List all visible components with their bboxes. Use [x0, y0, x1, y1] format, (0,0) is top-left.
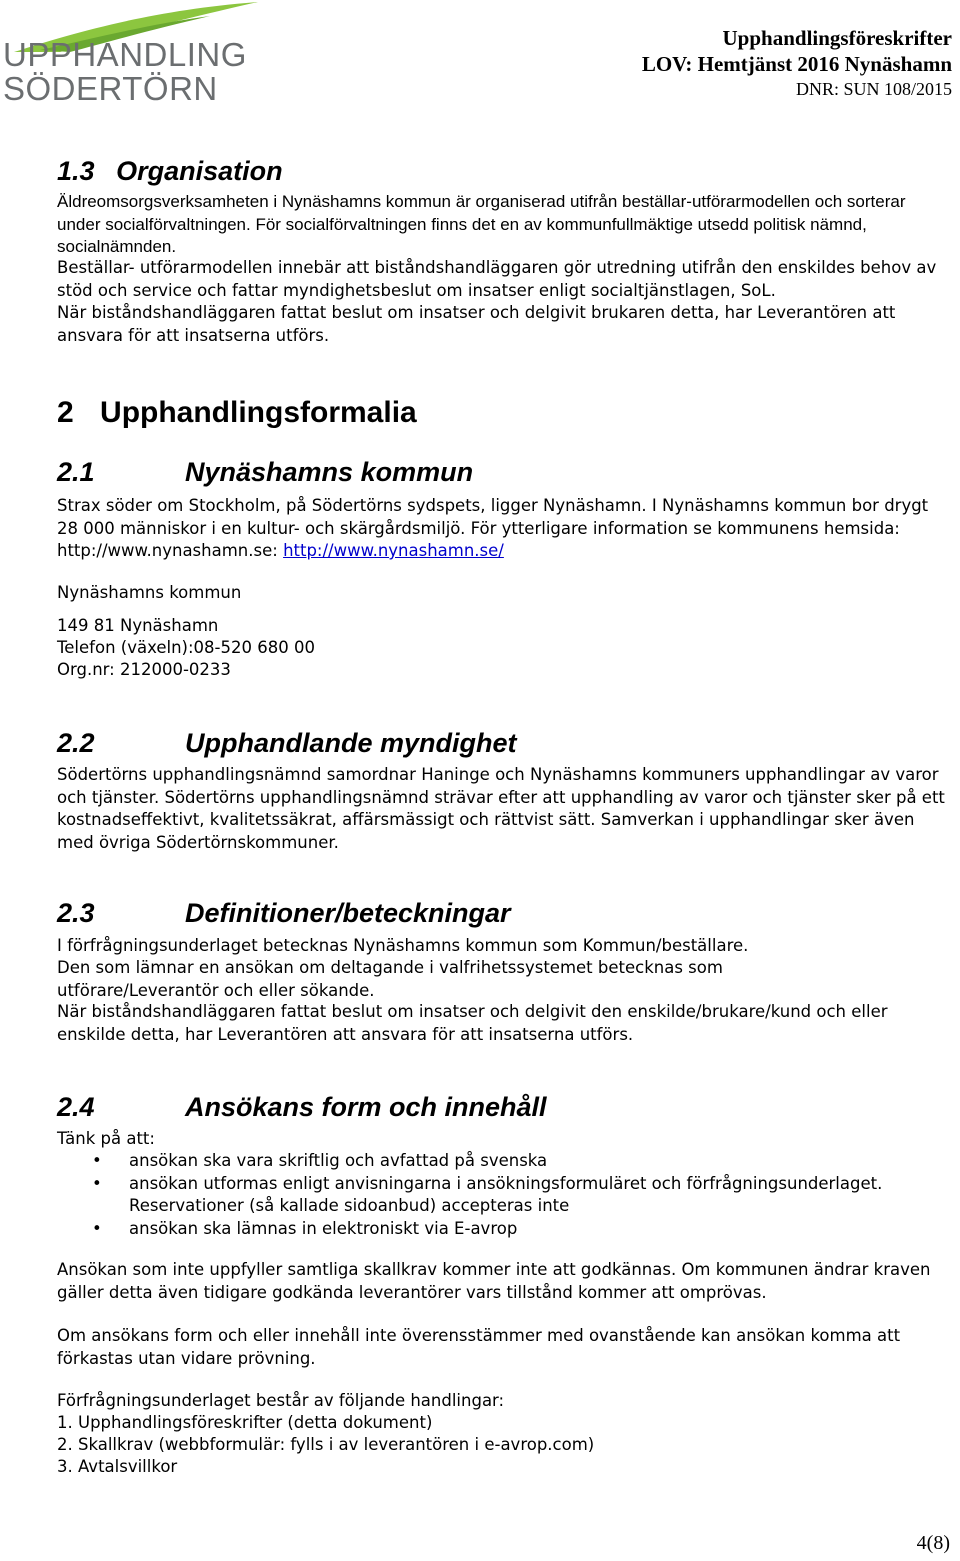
logo-line1: UPPHANDLING	[3, 36, 247, 73]
chapter-number: 2	[57, 396, 74, 429]
org-phone: Telefon (växeln):08-520 680 00	[57, 638, 315, 657]
section-number: 1.3	[57, 156, 95, 186]
section-title: Nynäshamns kommun	[185, 457, 474, 487]
section-title: Definitioner/beteckningar	[185, 898, 511, 928]
paragraph-text: Strax söder om Stockholm, på Södertörns sydspets, ligger Nynäshamn. I Nynäshamns kommun bor drygt 28 000 människor i en kultur- och skärgårdsmiljö. För ytterligare information se kommunens hemsida: http://www.nynashamn.se:	[57, 496, 929, 560]
paragraph: Om ansökans form och eller innehåll inte överensstämmer med ovanstående kan ansökan komma att förkastas utan vidare prövning.	[57, 1326, 901, 1368]
header-subtitle: LOV: Hemtjänst 2016 Nynäshamn	[641, 52, 952, 76]
intro-text: Tänk på att:	[57, 1129, 155, 1148]
paragraph: Södertörns upphandlingsnämnd samordnar Haninge och Nynäshamns kommuners upphandlingar av varor och tjänster. Södertörns upphandlingsnämnd strävar efter att upphandling av varor och tjänster sker på ett kostnadseffektivt, kvalitetssäkrat, affärsmässigt och rättvist sätt. Samverkan i upphandlingar sker även med övriga Södertörnskommuner.	[57, 765, 945, 852]
definition-line: I förfrågningsunderlaget betecknas Nynäshamns kommun som Kommun/beställare.	[57, 936, 749, 955]
paragraph: Äldreomsorgsverksamheten i Nynäshamns kommun är organiserad utifrån beställar-utförarmodellen och sorterar under socialförvaltningen. För socialförvaltningen finns det en av kommunfullmäktige utsedd politisk nämnd, socialnämnden.	[57, 192, 906, 256]
paragraph	[57, 495, 947, 563]
section-number: 2.3	[57, 898, 95, 928]
bullet-icon: •	[92, 1173, 102, 1193]
list-intro: Förfrågningsunderlaget består av följande handlingar:	[57, 1391, 505, 1410]
section-number: 2.1	[57, 457, 95, 487]
header-title: Upphandlingsföreskrifter	[722, 26, 952, 50]
section-title: Organisation	[116, 156, 283, 186]
bullet-icon: •	[92, 1151, 102, 1170]
bullet-icon: •	[92, 1218, 102, 1238]
page-number: 4(8)	[916, 1532, 950, 1554]
section-title: Upphandlande myndighet	[185, 728, 517, 758]
list-item: • ansökan utformas enligt anvisningarna i ansökningsformuläret och förfrågningsunderlaget. Reservationer (så kallade sidoanbud) accepteras inte	[92, 1173, 883, 1215]
section-number: 2.2	[57, 728, 95, 758]
bullet-list	[57, 1150, 957, 1240]
org-number: Org.nr: 212000-0233	[57, 660, 231, 679]
section-heading	[57, 456, 473, 488]
paragraph: När biståndshandläggaren fattat beslut om insatser och delgivit brukaren detta, har Leverantören att ansvara för att insatserna utförs.	[57, 303, 896, 345]
document-item: 2. Skallkrav (webbformulär: fylls i av leverantören i e-avrop.com)	[57, 1435, 595, 1454]
org-name: Nynäshamns kommun	[57, 583, 242, 602]
chapter-heading	[57, 395, 417, 431]
section-heading	[57, 1091, 547, 1123]
website-link[interactable]: http://www.nynashamn.se/	[283, 541, 504, 560]
document-item: 3. Avtalsvillkor	[57, 1457, 178, 1476]
logo-line2: SÖDERTÖRN	[3, 70, 218, 107]
document-item: 1. Upphandlingsföreskrifter (detta dokument)	[57, 1413, 433, 1432]
section-heading	[57, 155, 283, 187]
definition-line: Den som lämnar en ansökan om deltagande i valfrihetssystemet betecknas som utförare/Leverantör och eller sökande.	[57, 958, 723, 1000]
logo	[0, 0, 247, 108]
section-heading	[57, 727, 517, 759]
section-heading	[57, 897, 511, 929]
paragraph: Beställar- utförarmodellen innebär att biståndshandläggaren gör utredning utifrån den enskildes behov av stöd och service och fattar myndighetsbeslut om insatser enligt socialtjänstlagen, SoL.	[57, 258, 937, 300]
list-item: • ansökan ska vara skriftlig och avfattad på svenska	[57, 1150, 957, 1173]
header-dnr: DNR: SUN 108/2015	[795, 79, 952, 99]
org-address: 149 81 Nynäshamn	[57, 616, 219, 635]
section-number: 2.4	[57, 1092, 95, 1122]
section-title: Ansökans form och innehåll	[185, 1092, 547, 1122]
paragraph: Ansökan som inte uppfyller samtliga skallkrav kommer inte att godkännas. Om kommunen ändrar kraven gäller detta även tidigare godkända leverantörer vars tillstånd kommer att omprövas.	[57, 1260, 931, 1302]
definition-line: När biståndshandläggaren fattat beslut om insatser och delgivit den enskilde/brukare/kund och eller enskilde detta, har Leverantören att ansvara för att insatserna utförs.	[57, 1002, 888, 1044]
list-item: • ansökan ska lämnas in elektroniskt via E-avrop	[57, 1218, 957, 1241]
chapter-title: Upphandlingsformalia	[100, 396, 417, 429]
